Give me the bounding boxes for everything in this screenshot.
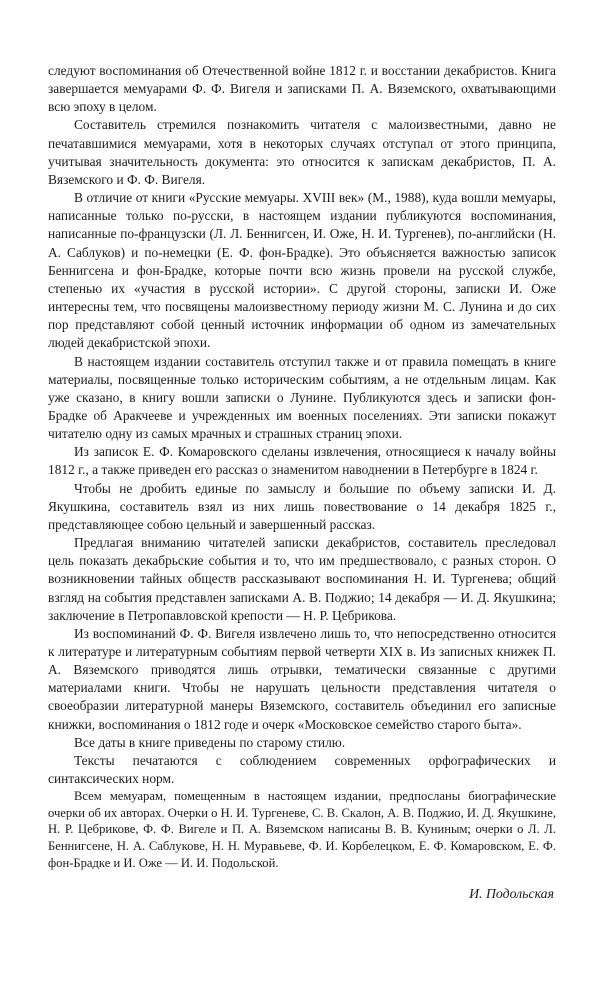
- paragraph-komarovsky: Из записок Е. Ф. Комаровского сделаны извлечения, относящиеся к началу войны 1812 г., а также приведен его рассказ о знаменитом наводнении в Петербурге в 1824 г.: [48, 444, 556, 478]
- paragraph-dates: Все даты в книге приведены по старому стилю.: [74, 734, 346, 750]
- paragraph-exceptions: В настоящем издании составитель отступил также и от правила помещать в книге материалы, посвященные только историческим событиям, а не отдельным лицам. Как уже сказано, в книгу вошли записки о Лунине. Публикуются здесь и записки фон-Брадке об Аракчееве и учрежденных им военных поселениях. Эти записки покажут читателю одну из самых мрачных и страшных страниц эпохи.: [48, 353, 556, 442]
- paragraph-essays: Всем мемуарам, помещенным в настоящем издании, предпосланы биографические очерки об их авторах. Очерки о Н. И. Тургеневе, С. В. Скалон, А. В. Поджио, И. Д. Якушкине, Н. Р. Цебрикове, Ф. Ф. Вигеле и П. А. Вяземском написаны В. В. Куниным; очерки о Л. Л. Беннигсене, Н. А. Саблукове, Н. Н. Муравьеве, Ф. И. Корбелецком, Е. Ф. Комаровском, Е. Ф. фон-Брадке и И. Оже — И. И. Подольской.: [48, 789, 556, 870]
- paragraph-decembrists: Предлагая вниманию читателей записки декабристов, составитель преследовал цель показать декабрьские события и то, что им предшествовало, с разных сторон. О возникновении тайных обществ рассказывают воспоминания Н. И. Тургенева; общий взгляд на события представлен записками А. В. Поджио; 14 декабря — И. Д. Якушкина; заключение в Петропавловской крепости — Н. Р. Цебрикова.: [48, 535, 556, 623]
- paragraph-1-continuation: следуют воспоминания об Отечественной войне 1812 г. и восстании декабристов. Книга завершается мемуарами Ф. Ф. Вигеля и записками П. А. Вяземского, охватывающими всю эпоху в целом.: [48, 63, 556, 115]
- author-signature: И. Подольская: [469, 886, 554, 902]
- paragraph-yakushkin: Чтобы не дробить единые по замыслу и большие по объему записки И. Д. Якушкина, составитель взял из них лишь повествование о 14 декабря 1825 г., представляющее собою цельный и завершенный рассказ.: [48, 480, 556, 532]
- paragraph-languages: В отличие от книги «Русские мемуары. XVIII век» (М., 1988), куда вошли мемуары, написанные только по-русски, в настоящем издании публикуются воспоминания, написанные по-французски (Л. Л. Беннигсен, И. Оже, Н. И. Тургенев), по-английски (Н. А. Саблуков) и по-немецки (Е. Ф. фон-Брадке). Это объясняется важностью записок Беннигсена и фон-Брадке, которые почти всю жизнь провели на русской службе, степенью их «участия в русской истории». С другой стороны, записки И. Оже интересны тем, что посвящены малоизвестному периоду жизни М. С. Лунина и до сих пор представляют собой ценный источник информации об одном из замечательных людей декабристской эпохи.: [48, 190, 556, 351]
- document-page: [48, 62, 556, 903]
- paragraph-compiler-goal: Составитель стремился познакомить читателя с малоизвестными, давно не печатавшимися мемуарами, хотя в некоторых случаях отступал от этого принципа, учитывая значительность документа: это относится к запискам декабристов, П. А. Вяземского и Ф. Ф. Вигеля.: [48, 117, 556, 187]
- paragraph-texts: Тексты печатаются с соблюдением современных орфографических и синтаксических норм.: [48, 752, 556, 787]
- paragraph-vigel-vyazemsky: Из воспоминаний Ф. Ф. Вигеля извлечено лишь то, что непосредственно относится к литературе и литературным событиям первой четверти XIX в. Из записных книжек П. А. Вяземского приводятся лишь отрывки, тематически связанные с другими материалами книги. Чтобы не нарушать цельности представления читателя о своеобразии литературной манеры Вяземского, составитель объединил его записные книжки, воспоминания о 1812 годе и очерк «Московское семейство старого быта».: [48, 625, 556, 732]
